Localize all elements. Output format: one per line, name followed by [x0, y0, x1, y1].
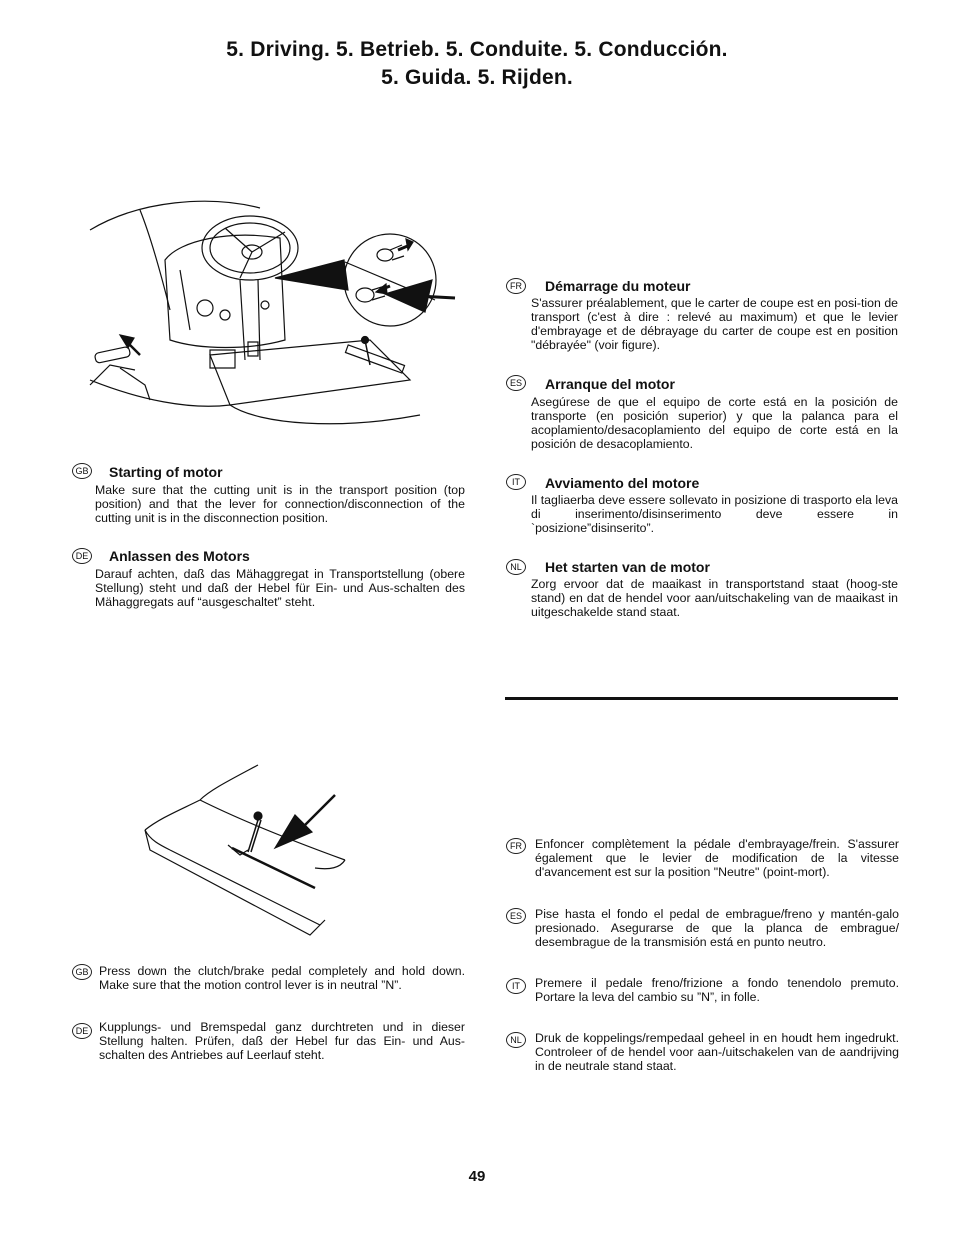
section-heading-it: Avviamento del motore	[545, 475, 700, 491]
instruction-text-nl: Druk de koppelings/rempedaal geheel in en houdt hem ingedrukt. Controleer of de hendel voor aan-/uitschakelen van de aandrijving in de neutrale stand staat.	[535, 1031, 899, 1073]
instruction-text-fr: Enfoncer complètement la pédale d'embrayage/frein. S'assurer également que le levier de modification de la vitesse d'avancement est sur la position "Neutre" (point-mort).	[535, 837, 899, 879]
section-text-it: Il tagliaerba deve essere sollevato in posizione di trasporto ela leva di inserimento/disinserimento deve essere in `posizione”disinserito”.	[531, 493, 898, 535]
section-heading-de: Anlassen des Motors	[109, 548, 250, 564]
section-text-fr: S'assurer préalablement, que le carter de coupe est en posi-tion de transport (c'est à dire : relevé au maximum) et que le levier d'embrayage et de débrayage du carter de coupe est en position "débrayée" (voir figure).	[531, 296, 898, 352]
section-text-es: Asegúrese de que el equipo de corte está en la posición de transporte (en posición superior) y que la palanca para el acoplamiento/desacoplamiento del equipo de corte está en la posición de desacoplamiento.	[531, 395, 898, 451]
page-number: 49	[468, 1168, 486, 1185]
section-divider	[505, 697, 898, 700]
language-badge-de-2: DE	[72, 1023, 92, 1039]
language-badge-it: IT	[506, 474, 526, 490]
instruction-text-es: Pise hasta el fondo el pedal de embrague/freno y mantén-galo presionado. Asegurarse de que la planca de embrague/ desembrague de la transmisión está en punto neutro.	[535, 907, 899, 949]
instruction-text-it: Premere il pedale freno/frizione a fondo tenendolo premuto. Portare la leva del cambio su ”N”, in folle.	[535, 976, 899, 1004]
pedal-lever-illustration	[140, 760, 350, 940]
language-badge-gb: GB	[72, 463, 92, 479]
page-title-line-2: 5. Guida. 5. Rijden.	[381, 66, 573, 89]
language-badge-nl-2: NL	[506, 1032, 526, 1048]
instruction-text-gb: Press down the clutch/brake pedal completely and hold down. Make sure that the motion control lever is in neutral ”N”.	[99, 964, 465, 992]
language-badge-gb-2: GB	[72, 964, 92, 980]
section-heading-es: Arranque del motor	[545, 376, 675, 392]
language-badge-nl: NL	[506, 559, 526, 575]
instruction-text-de: Kupplungs- und Bremspedal ganz durchtreten und in dieser Stellung halten. Prüfen, daß der Hebel fur das Ein- und Aus-schalten des Antriebes auf Leerlauf steht.	[99, 1020, 465, 1062]
language-badge-de: DE	[72, 548, 92, 564]
section-text-nl: Zorg ervoor dat de maaikast in transportstand staat (hoog-ste stand) en dat de hendel voor aan/uitschakeling van de maaikast in uitgeschakelde stand staat.	[531, 577, 898, 619]
language-badge-es: ES	[506, 375, 526, 391]
section-text-de: Darauf achten, daß das Mähaggregat in Transportstellung (obere Stellung) steht und daß der Hebel für Ein- und Aus-schalten des Mähaggregats auf “ausgeschaltet” steht.	[95, 567, 465, 609]
section-heading-gb: Starting of motor	[109, 464, 223, 480]
tractor-dashboard-illustration	[80, 190, 460, 440]
language-badge-fr: FR	[506, 278, 526, 294]
language-badge-fr-2: FR	[506, 838, 526, 854]
language-badge-it-2: IT	[506, 978, 526, 994]
section-heading-nl: Het starten van de motor	[545, 559, 710, 575]
section-text-gb: Make sure that the cutting unit is in the transport position (top position) and that the lever for connection/disconnection of the cutting unit is in the disconnection position.	[95, 483, 465, 525]
section-heading-fr: Démarrage du moteur	[545, 278, 691, 294]
language-badge-es-2: ES	[506, 908, 526, 924]
page-title-line-1: 5. Driving. 5. Betrieb. 5. Conduite. 5. Conducción.	[226, 38, 728, 61]
